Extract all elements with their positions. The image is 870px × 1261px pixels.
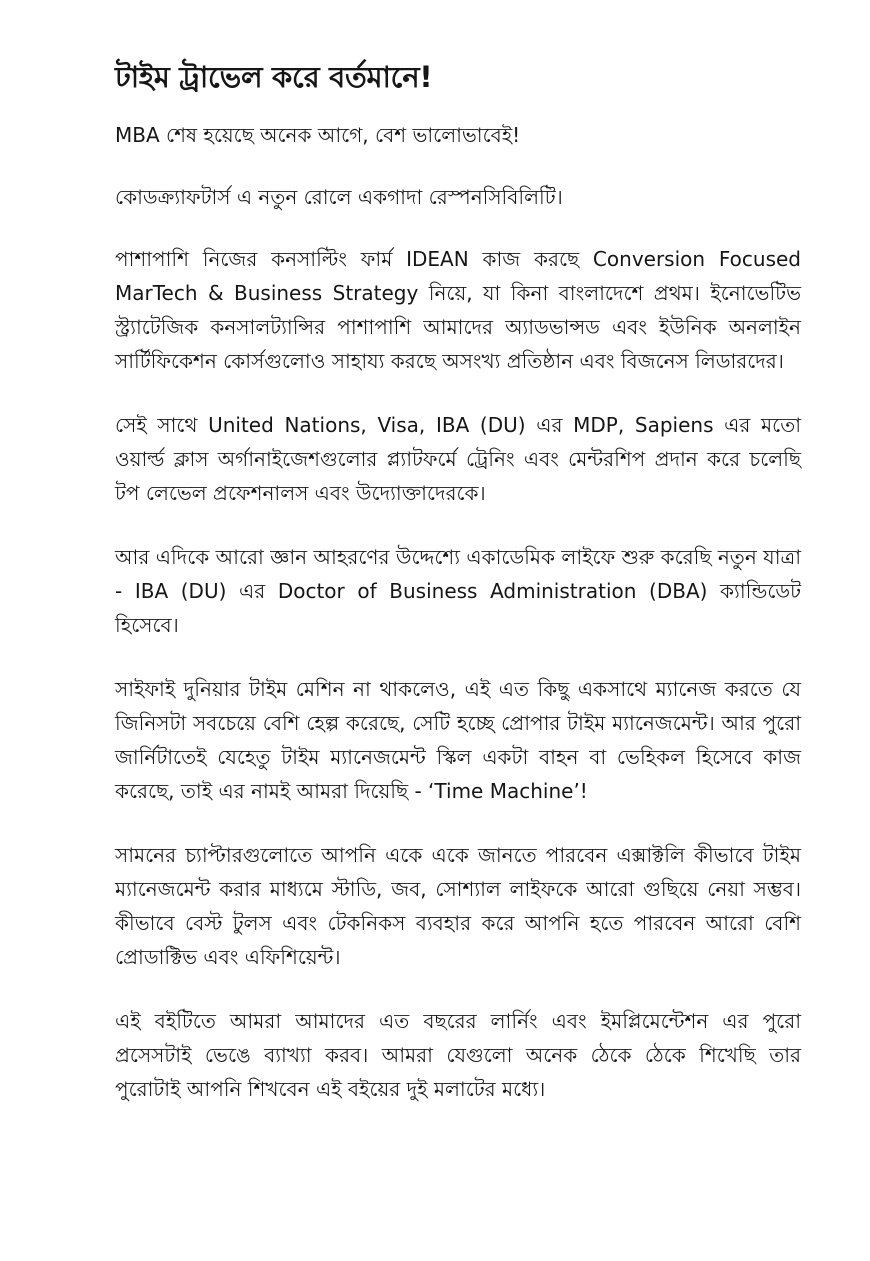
paragraph-codecrafters: কোডক্র্যাফটার্স এ নতুন রোলে একগাদা রেস্পনসিবিলিটি। xyxy=(115,185,563,209)
paragraph-time-machine: সাইফাই দুনিয়ার টাইম মেশিন না থাকলেও, এই এত কিছু একসাথে ম্যানেজ করতে যে জিনিসটা সবচেয়ে বেশি হেল্প করেছে, সেটি হচ্ছে প্রোপার টাইম ম্যানেজমেন্ট। আর পুরো জার্নিটাতেই যেহেতু টাইম ম্যানেজমেন্ট স্কিল একটা বাহন বা ভেহিকল হিসেবে কাজ করেছে, তাই এর নামই আমরা দিয়েছি - ‘Time Machine’! xyxy=(115,677,801,803)
paragraph-chapters: সামনের চ্যাপ্টারগুলোতে আপনি একে একে জানতে পারবেন এক্সাক্টলি কীভাবে টাইম ম্যানেজমেন্ট করার মাধ্যমে স্টাডি, জব, সোশ্যাল লাইফকে আরো গুছিয়ে নেয়া সম্ভব। কীভাবে বেস্ট টুলস এবং টেকনিকস ব্যবহার করে আপনি হতে পারবেন আরো বেশি প্রোডাক্টিভ এবং এফিশিয়েন্ট। xyxy=(115,843,801,969)
page-title: টাইম ট্রাভেল করে বর্তমানে! xyxy=(115,60,433,94)
paragraph-dba: আর এদিকে আরো জ্ঞান আহরণের উদ্দেশ্যে একাডেমিক লাইফে শুরু করেছি নতুন যাত্রা - IBA (DU) এর Doctor of Business Administration (DBA) ক্যান্ডিডেট হিসেবে। xyxy=(115,545,801,637)
paragraph-book: এই বইটিতে আমরা আমাদের এত বছরের লার্নিং এবং ইমপ্লিমেন্টেশন এর পুরো প্রসেসটাই ভেঙে ব্যাখ্যা করব। আমরা যেগুলো অনেক ঠেকে ঠেকে শিখেছি তার পুরোটাই আপনি শিখবেন এই বইয়ের দুই মলাটের মধ্যে। xyxy=(115,1009,801,1101)
paragraph-training: সেই সাথে United Nations, Visa, IBA (DU) এর MDP, Sapiens এর মতো ওয়ার্ল্ড ক্লাস অর্গানাইজেশগুলোর প্ল্যাটফর্মে ট্রেনিং এবং মেন্টরশিপ প্রদান করে চলেছি টপ লেভেল প্রফেশনালস এবং উদ্যোক্তাদেরকে। xyxy=(115,413,801,505)
paragraph-idean: পাশাপাশি নিজের কনসাল্টিং ফার্ম IDEAN কাজ করছে Conversion Focused MarTech & Business Strategy নিয়ে, যা কিনা বাংলাদেশে প্রথম। ইনোভেটিভ স্ট্র্যাটেজিক কনসালট্যান্সির পাশাপাশি আমাদের অ্যাডভান্সড এবং ইউনিক অনলাইন সার্টিফিকেশন কোর্সগুলোও সাহায্য করছে অসংখ্য প্রতিষ্ঠান এবং বিজনেস লিডারদের। xyxy=(115,247,801,373)
document-content xyxy=(115,58,801,1136)
paragraph-mba: MBA শেষ হয়েছে অনেক আগে, বেশ ভালোভাবেই! xyxy=(115,123,521,147)
